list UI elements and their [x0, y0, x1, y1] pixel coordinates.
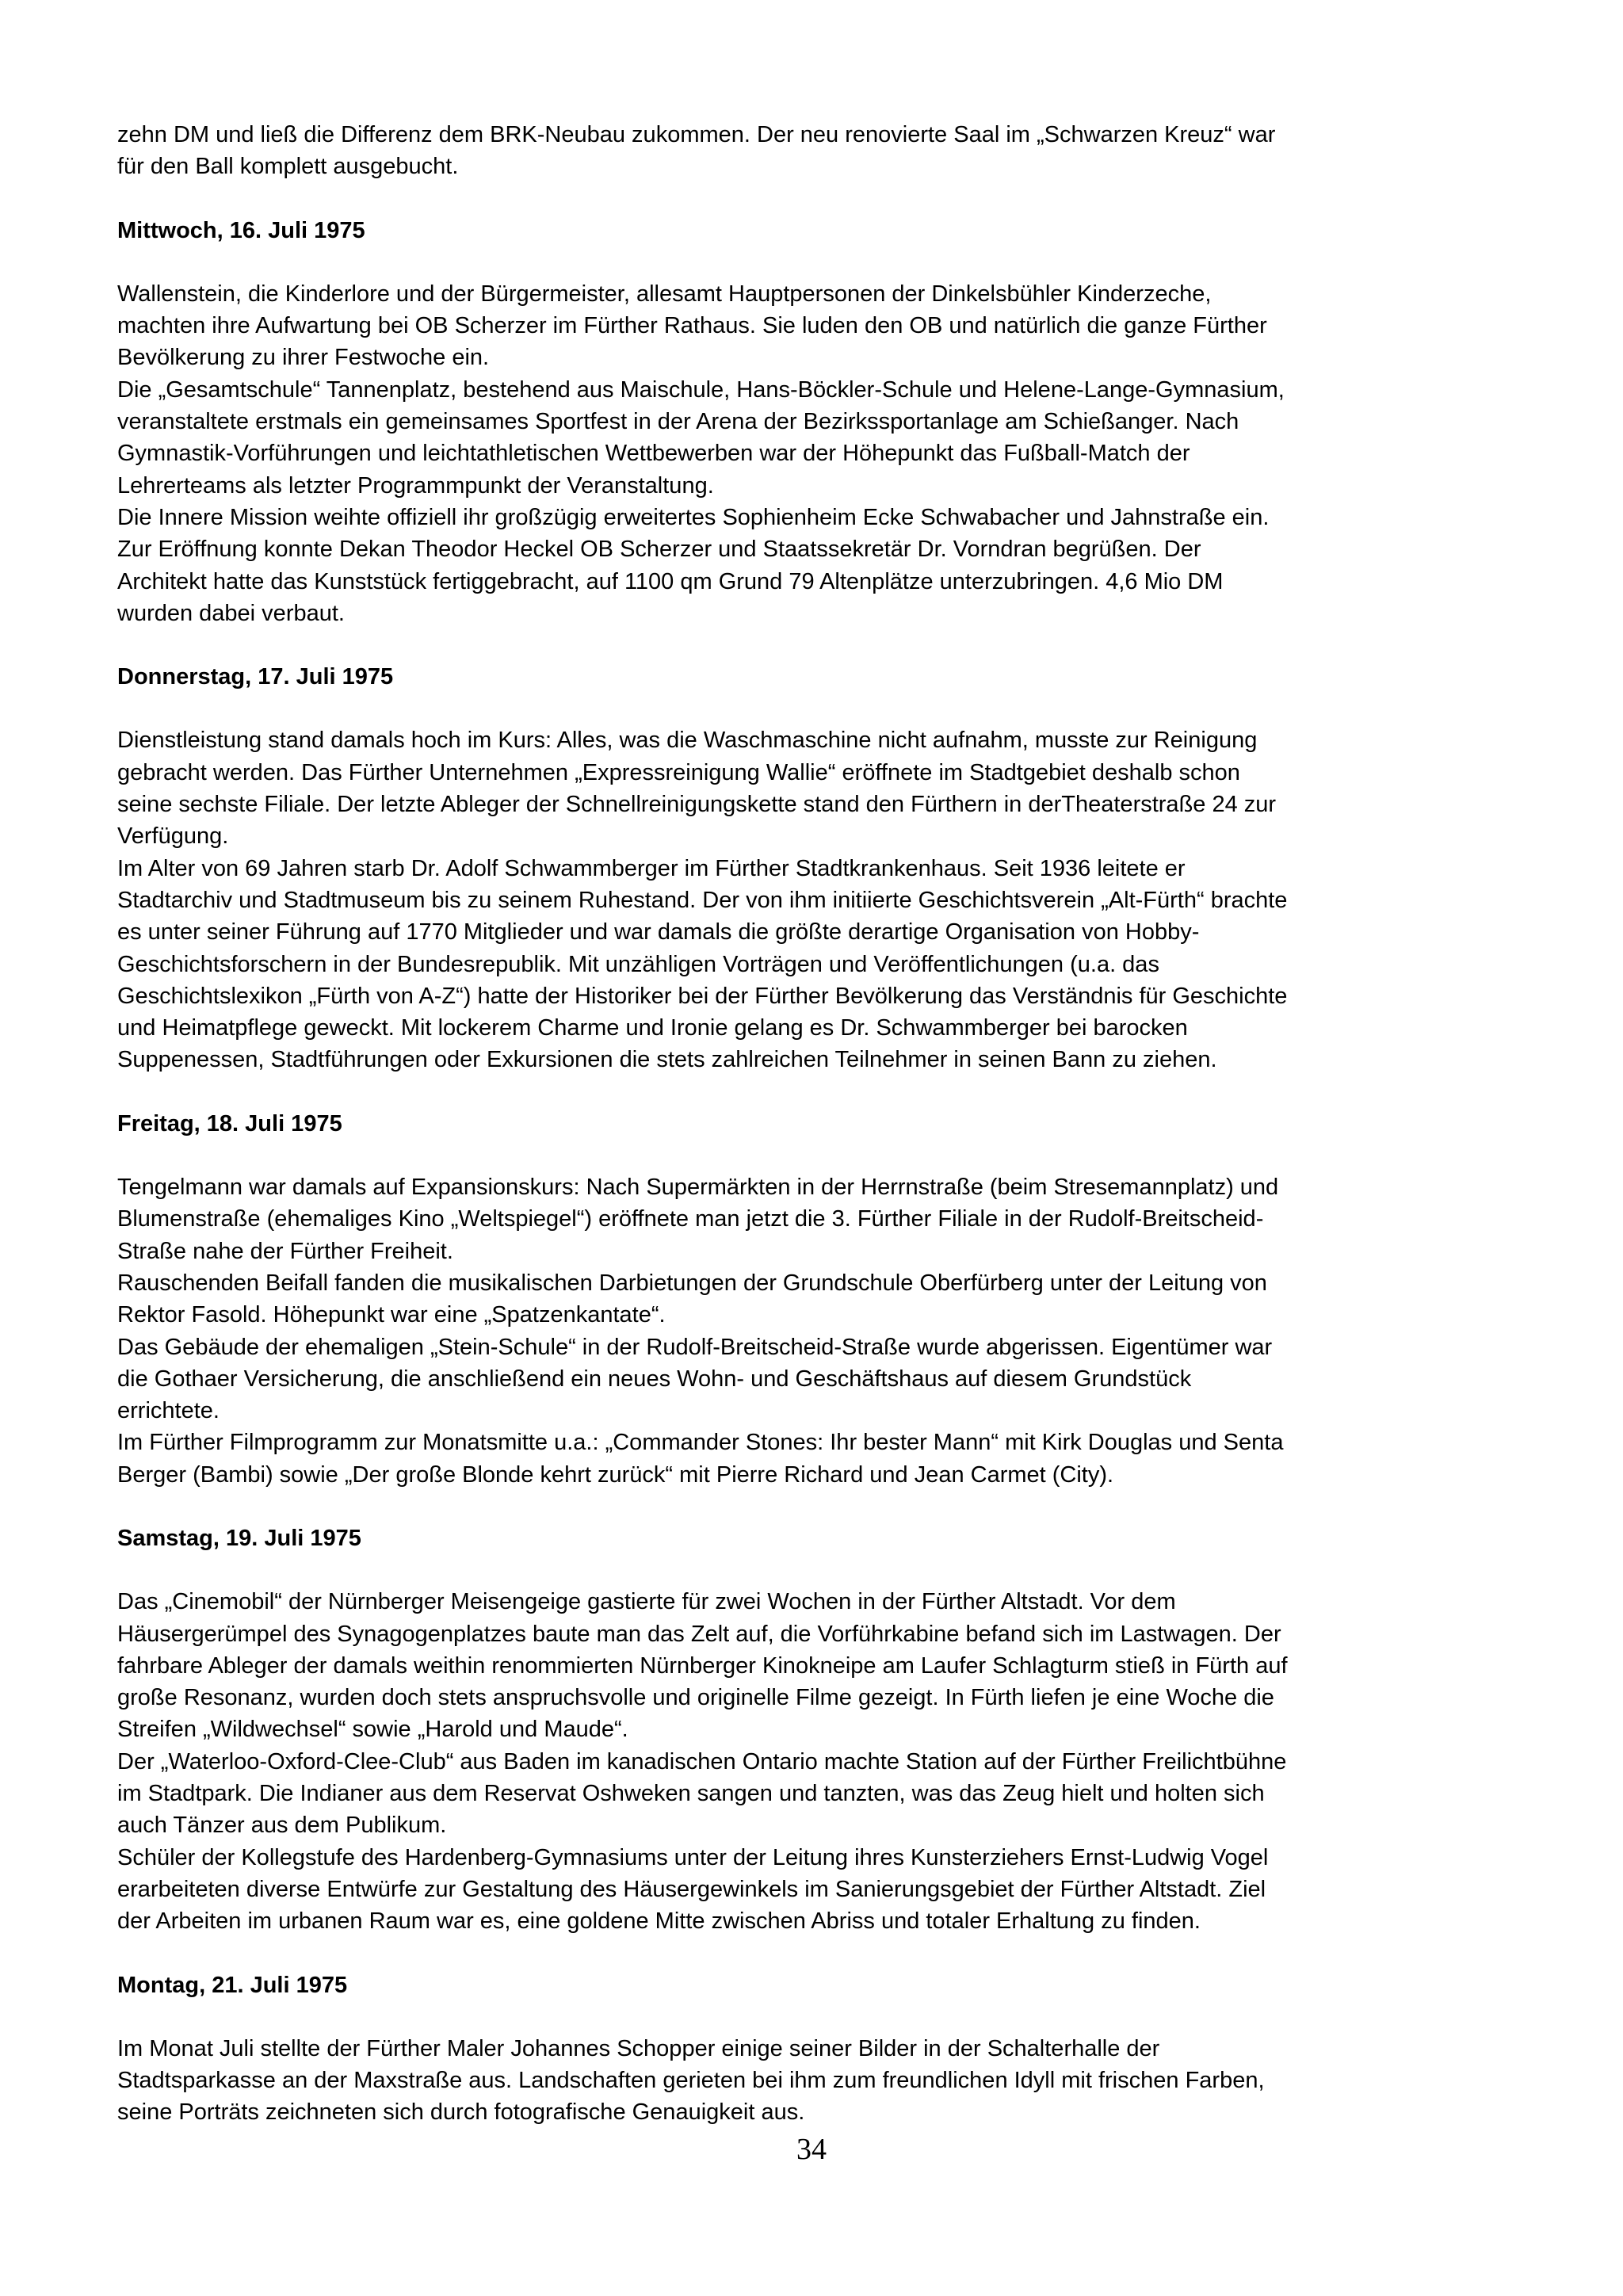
entry-4 [117, 1108, 1508, 1491]
entry-5 [117, 1522, 1508, 1938]
entry-date-heading: Montag, 21. Juli 1975 [117, 1972, 348, 1998]
entry-paragraph: Tengelmann war damals auf Expansionskurs: Nach Supermärkten in der Herrnstraße (beim Stresemannplatz) und Blumenstraße (ehemaliges Kino „Weltspiegel“) eröffnete man jetzt die 3. Fürther Filiale in der Rudolf-Breitscheid- Straße nahe der Fürther Freiheit. Rauschenden Beifall fanden die musikalischen Darbietungen der Grundschule Oberfürberg unter der Leitung von Rektor Fasold. Höhepunkt war eine „Spatzenkantate“. Das Gebäude der ehemaligen „Stein-Schule“ in der Rudolf-Breitscheid-Straße wurde abgerissen. Eigentümer war die Gothaer Versicherung, die anschließend ein neues Wohn- und Geschäftshaus auf diesem Grundstück errichtete. Im Fürther Filmprogramm zur Monatsmitte u.a.: „Commander Stones: Ihr bester Mann“ mit Kirk Douglas und Senta Berger (Bambi) sowie „Der große Blonde kehrt zurück“ mit Pierre Richard und Jean Carmet (City). [117, 1175, 1284, 1488]
entry-paragraph: Dienstleistung stand damals hoch im Kurs: Alles, was die Waschmaschine nicht aufnahm, musste zur Reinigung gebracht werden. Das Fürther Unternehmen „Expressreinigung Wallie“ eröffnete im Stadtgebiet deshalb schon seine sechste Filiale. Der letzte Ableger der Schnellreinigungskette stand den Fürthern in derTheaterstraße 24 zur Verfügung. Im Alter von 69 Jahren starb Dr. Adolf Schwammberger im Fürther Stadtkrankenhaus. Seit 1936 leitete er Stadtarchiv und Stadtmuseum bis zu seinem Ruhestand. Der von ihm initiierte Geschichtsverein „Alt-Fürth“ brachte es unter seiner Führung auf 1770 Mitglieder und war damals die größte derartige Organisation von Hobby- Geschichtsforschern in der Bundesrepublik. Mit unzähligen Vorträgen und Veröffentlichungen (u.a. das Geschichtslexikon „Fürth von A-Z“) hatte der Historiker bei der Fürther Bevölkerung das Verständnis für Geschichte und Heimatpflege geweckt. Mit lockerem Charme und Ironie gelang es Dr. Schwammberger bei barocken Suppenessen, Stadtführungen oder Exkursionen die stets zahlreichen Teilnehmer in seinen Bann zu ziehen. [117, 728, 1288, 1073]
page-number: 34 [796, 2133, 827, 2166]
entry-paragraph: Wallenstein, die Kinderlore und der Bürgermeister, allesamt Hauptpersonen der Dinkelsbühler Kinderzeche, machten ihre Aufwartung bei OB Scherzer im Fürther Rathaus. Sie luden den OB und natürlich die ganze Fürther Bevölkerung zu ihrer Festwoche ein. Die „Gesamtschule“ Tannenplatz, bestehend aus Maischule, Hans-Böckler-Schule und Helene-Lange-Gymnasium, veranstaltete erstmals ein gemeinsames Sportfest in der Arena der Bezirkssportanlage am Schießanger. Nach Gymnastik-Vorführungen und leichtathletischen Wettbewerben war der Höhepunkt das Fußball-Match der Lehrerteams als letzter Programmpunkt der Veranstaltung. Die Innere Mission weihte offiziell ihr großzügig erweitertes Sophienheim Ecke Schwabacher und Jahnstraße ein. Zur Eröffnung konnte Dekan Theodor Heckel OB Scherzer und Staatssekretär Dr. Vorndran begrüßen. Der Architekt hatte das Kunststück fertiggebracht, auf 1100 qm Grund 79 Altenplätze unterzubringen. 4,6 Mio DM wurden dabei verbaut. [117, 281, 1285, 626]
entry-date-heading: Donnerstag, 17. Juli 1975 [117, 664, 394, 690]
entry-6 [117, 1969, 1508, 2129]
intro-paragraph: zehn DM und ließ die Differenz dem BRK-Neubau zukommen. Der neu renovierte Saal im „Schwarzen Kreuz“ war für den Ball komplett ausgebucht. [117, 122, 1276, 180]
entry-paragraph: Das „Cinemobil“ der Nürnberger Meisengeige gastierte für zwei Wochen in der Fürther Altstadt. Vor dem Häusergerümpel des Synagogenplatzes baute man das Zelt auf, die Vorführkabine befand sich im Lastwagen. Der fahrbare Ableger der damals weithin renommierten Nürnberger Kinokneipe am Laufer Schlagturm stieß in Fürth auf große Resonanz, wurden doch stets anspruchsvolle und originelle Filme gezeigt. In Fürth liefen je eine Woche die Streifen „Wildwechsel“ sowie „Harold und Maude“. Der „Waterloo-Oxford-Clee-Club“ aus Baden im kanadischen Ontario machte Station auf der Fürther Freilichtbühne im Stadtpark. Die Indianer aus dem Reservat Oshweken sangen und tanzten, was das Zeug hielt und holten sich auch Tänzer aus dem Publikum. Schüler der Kollegstufe des Hardenberg-Gymnasiums unter der Leitung ihres Kunsterziehers Ernst-Ludwig Vogel erarbeiteten diverse Entwürfe zur Gestaltung des Häusergewinkels im Sanierungsgebiet der Fürther Altstadt. Ziel der Arbeiten im urbanen Raum war es, eine goldene Mitte zwischen Abriss und totaler Erhaltung zu finden. [117, 1589, 1288, 1935]
entry-date-heading: Samstag, 19. Juli 1975 [117, 1525, 361, 1551]
entry-paragraph: Im Monat Juli stellte der Fürther Maler Johannes Schopper einige seiner Bilder in der Schalterhalle der Stadtsparkasse an der Maxstraße aus. Landschaften gerieten bei ihm zum freundlichen Idyll mit frischen Farben, seine Porträts zeichneten sich durch fotografische Genauigkeit aus. [117, 2035, 1265, 2126]
entry-3 [117, 661, 1508, 1076]
page-content [117, 119, 1508, 2129]
entry-2 [117, 215, 1508, 630]
entry-date-heading: Freitag, 18. Juli 1975 [117, 1110, 342, 1137]
entry-date-heading: Mittwoch, 16. Juli 1975 [117, 217, 365, 243]
